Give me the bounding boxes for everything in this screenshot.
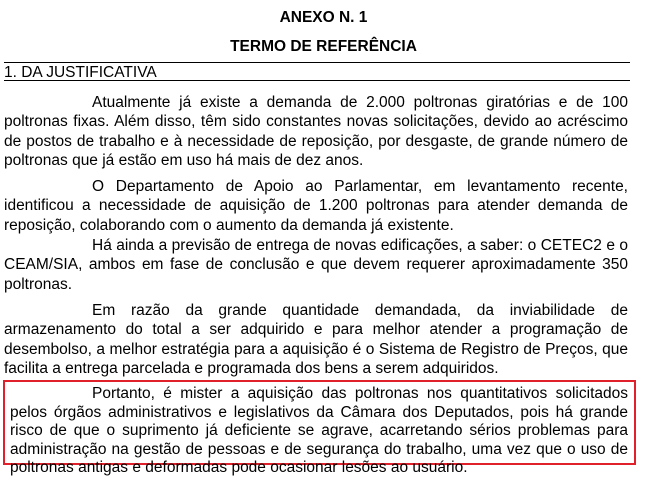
section-heading (4, 62, 630, 81)
paragraph-department: O Departamento de Apoio ao Parlamentar, em levantamento recente, identificou a necessidade de aquisição de 1.200 poltronas para atender demanda de reposição, colaborando com o aumento da demanda já existente. (4, 178, 628, 234)
paragraph-demand: Atualmente já existe a demanda de 2.000 poltronas giratórias e de 100 poltronas fixas. Além disso, têm sido constantes novas solicitações, devido ao acréscimo de postos de trabalho e à necessidade de reposição, por desgaste, de grande número de poltronas que já estão em uso há mais de dez anos. (4, 94, 628, 170)
document-title: TERMO DE REFERÊNCIA (230, 38, 417, 55)
paragraph-conclusion: Portanto, é mister a aquisição das poltronas nos quantitativos solicitados pelos órgãos administrativos e legislativos da Câmara dos Deputados, pois há grande risco de que o suprimento já deficiente se agrave, acarretando sérios problemas para administração na gestão de pessoas e de segurança do trabalho, uma vez que o uso de poltronas antigas e deformadas pode ocasionar lesões ao usuário. (10, 385, 628, 477)
paragraph-price-registry: Em razão da grande quantidade demandada, da inviabilidade de armazenamento do total a ser adquirido e para melhor atender a programação de desembolso, a melhor estratégia para a aquisição é o Sistema de Registro de Preços, que facilita a entrega parcelada e programada dos bens a serem adquiridos. (4, 302, 628, 378)
annex-title: ANEXO N. 1 (279, 9, 368, 26)
section-heading-label: 1. DA JUSTIFICATIVA (4, 64, 157, 81)
paragraph-new-buildings: Há ainda a previsão de entrega de novas edificações, a saber: o CETEC2 e o CEAM/SIA, ambos em fase de conclusão e que devem requerer aproximadamente 350 poltronas. (4, 237, 628, 293)
